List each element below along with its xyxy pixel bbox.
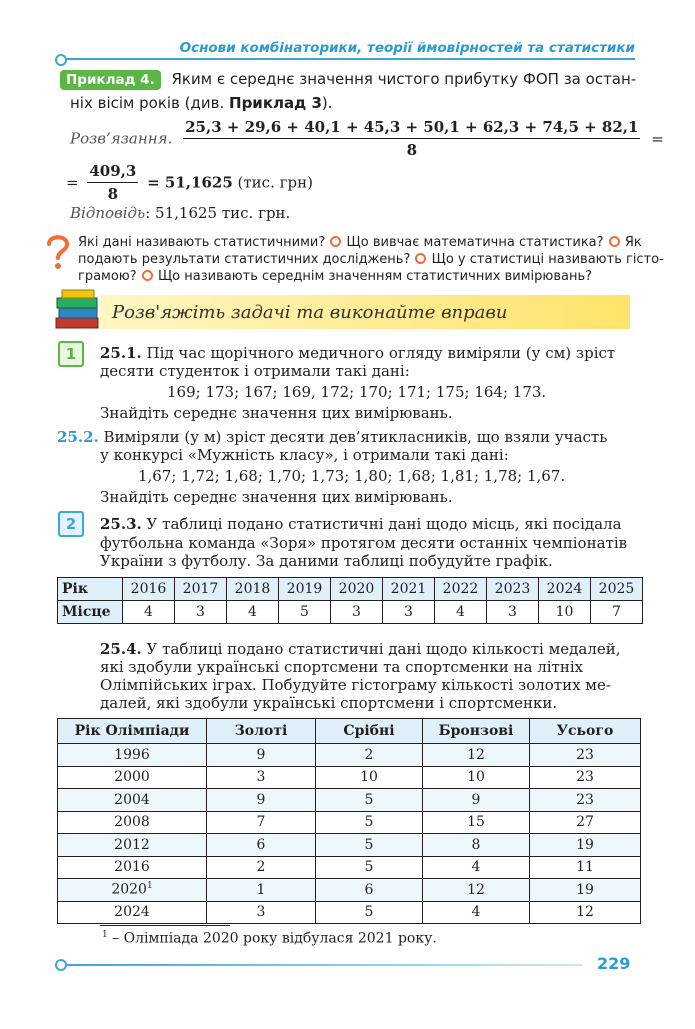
task-25-2-text-3: Знайдіть середнє значення цих вимірювань. [100,488,453,506]
mean-numerator: 25,3 + 29,6 + 40,1 + 45,3 + 50,1 + 62,3 + 74,5 + 82,1 [183,118,640,139]
table-cell: 2024 [58,901,207,924]
task-25-1-data: 169; 173; 167; 169, 172; 170; 171; 175; 164; 173. [167,383,547,401]
table-cell: 10 [423,766,530,789]
task-25-4-text-1: У таблиці подано статистичні дані щодо кількості медалей, [146,640,621,658]
col-header-silver: Срібні [316,719,423,744]
bullet-circle-icon [330,236,341,247]
task-25-4-number: 25.4. [100,640,142,658]
table-cell: 2016 [123,578,175,601]
table-cell: 3 [207,766,316,789]
table-cell: 2025 [591,578,643,601]
footnote-ref: 1 [146,881,153,892]
table-cell: 15 [423,811,530,834]
example-line-1 [60,70,636,88]
table-cell: 19 [530,834,641,857]
table-cell: 10 [316,766,423,789]
result-line [66,162,313,203]
example-text-2a: ніх вісім років (див. [70,94,230,112]
header-rule [60,58,635,60]
row-label-place: Місце [58,601,123,624]
table-cell: 6 [316,879,423,902]
books-icon [54,288,102,332]
table-cell: 3 [207,901,316,924]
task-25-4-text-2: які здобули українські спортсмени та спортсменки на літніх [100,658,584,676]
task-25-1-text-2: десяти студенток і отримали такі дані: [100,362,410,380]
table-cell: 2 [207,856,316,879]
example-line-2 [70,94,333,112]
task-25-1-number: 25.1. [100,344,142,362]
task-25-1-text-1: Під час щорічного медичного огляду виміряли (у см) зріст [146,344,616,362]
mean-denominator: 8 [406,141,417,159]
zorya-places-table [57,577,643,624]
review-questions [78,234,664,285]
table-cell: 4 [423,901,530,924]
olympic-medals-table [57,718,641,924]
table-cell: 2016 [58,856,207,879]
col-header-year: Рік Олімпіади [58,719,207,744]
footer-rule [62,964,582,966]
task-25-4-text-3: Олімпійських іграх. Побудуйте гістограму кількості золотих ме- [100,676,611,694]
solution-label: Розв’язання. [70,129,173,148]
table-cell: 2017 [175,578,227,601]
table-cell: 2008 [58,811,207,834]
answer-text: : 51,1625 тис. грн. [145,204,291,222]
table-cell: 5 [316,901,423,924]
table-cell: 23 [530,744,641,767]
table-row [58,856,641,879]
table-cell: 2021 [383,578,435,601]
result-unit: (тис. грн) [232,173,313,192]
table-cell: 5 [316,834,423,857]
table-cell: 7 [591,601,643,624]
task-25-3-text-1: У таблиці подано статистичні дані щодо місць, які посідала [146,515,622,533]
result-value: = 51,1625 [147,173,233,192]
table-cell: 3 [487,601,539,624]
table-cell: 9 [207,744,316,767]
table-cell: 8 [423,834,530,857]
table-cell: 2019 [279,578,331,601]
table-cell: 6 [207,834,316,857]
bullet-circle-icon [609,236,620,247]
equals-sign: = [651,129,664,148]
table-cell: 23 [530,766,641,789]
table-cell: 9 [207,789,316,812]
table-cell: 2024 [539,578,591,601]
table-cell: 1 [207,879,316,902]
table-row [58,744,641,767]
header-rule-dot [55,54,67,66]
table-cell: 2022 [435,578,487,601]
task-25-2-data: 1,67; 1,72; 1,68; 1,70; 1,73; 1,80; 1,68; 1,81; 1,78; 1,67. [138,467,566,485]
table-cell: 2020 [331,578,383,601]
solution-line [70,118,664,159]
col-header-total: Усього [530,719,641,744]
running-header: Основи комбінаторики, теорії ймовірностей та статистики [179,40,635,56]
table-cell: 5 [316,789,423,812]
sum-fraction [87,162,138,203]
example-text-2c: ). [321,94,333,112]
table-cell: 5 [279,601,331,624]
table-cell: 2023 [487,578,539,601]
example-text-1: Яким є середнє значення чистого прибутку ФОП за остан- [171,70,637,88]
footnote [102,930,437,947]
sum-denominator: 8 [107,185,119,203]
table-row [58,811,641,834]
question-mark-icon [44,232,72,272]
question-4b: грамою? [78,269,137,284]
task-25-3-number: 25.3. [100,515,142,533]
table-cell: 10 [539,601,591,624]
table-cell: 3 [331,601,383,624]
table-cell: 12 [423,744,530,767]
table-row [58,789,641,812]
table-cell: 4 [227,601,279,624]
task-25-1-text-3: Знайдіть середнє значення цих вимірювань. [100,404,453,422]
answer-line [70,204,290,222]
task-25-2-text-1: Виміряли (у м) зріст десяти дев’ятикласників, що взяли участь [103,428,608,446]
table-cell: 27 [530,811,641,834]
table-cell: 12 [530,901,641,924]
task-25-4-text-4: далей, які здобули українські спортсмени і спортсменки. [100,694,558,712]
level-2-icon: 2 [58,511,84,537]
col-header-gold: Золоті [207,719,316,744]
task-25-3-text-2: футбольна команда «Зоря» протягом десяти останніх чемпіонатів [100,534,628,552]
footer-rule-dot [55,959,67,971]
table-row [58,766,641,789]
table-cell: 1996 [58,744,207,767]
equals-sign-2: = [66,173,79,192]
footnote-mark: 1 [102,930,108,940]
question-2: Що вивчає математична статистика? [346,235,604,250]
question-5: Що називають середнім значенням статистичних вимірювань? [157,269,593,284]
table-cell: 12 [423,879,530,902]
table-row [58,834,641,857]
question-1: Які дані називають статистичними? [78,235,326,250]
table-cell: 4 [435,601,487,624]
banner-title: Розв'яжіть задачі та виконайте вправи [112,302,508,323]
level-1-icon: 1 [58,341,84,367]
table-cell: 9 [423,789,530,812]
table-cell: 2000 [58,766,207,789]
table-cell: 3 [175,601,227,624]
sum-numerator: 409,3 [87,162,138,183]
task-25-2-number: 25.2. [57,428,99,446]
footnote-rule [100,925,230,926]
table-cell-2020 [58,879,207,902]
bullet-circle-icon [142,270,153,281]
table-cell: 11 [530,856,641,879]
table-cell: 23 [530,789,641,812]
table-header-row [58,719,641,744]
question-4a: Що у статистиці називають гісто- [431,252,664,267]
table-cell: 7 [207,811,316,834]
table-cell: 4 [123,601,175,624]
footnote-text: – Олімпіада 2020 року відбулася 2021 року. [107,930,437,947]
table-cell: 19 [530,879,641,902]
page-number: 229 [597,954,631,973]
task-25-3-line-1 [100,515,622,533]
year-2020: 2020 [111,882,147,899]
example-ref: Приклад 3 [229,94,322,112]
task-25-1-line-1 [100,344,615,362]
task-25-2-text-2: у конкурсі «Мужність класу», і отримали такі дані: [100,446,509,464]
question-3a: Як [624,235,642,250]
bullet-circle-icon [415,253,426,264]
answer-label: Відповідь [70,204,146,222]
task-25-2-line-1 [57,428,607,446]
table-row [58,879,641,902]
table-cell: 3 [383,601,435,624]
row-label-year: Рік [58,578,123,601]
table-cell: 5 [316,856,423,879]
table-row [58,901,641,924]
table-cell: 2018 [227,578,279,601]
table-row-places [58,601,643,624]
table-cell: 2004 [58,789,207,812]
example-badge: Приклад 4. [60,70,161,90]
task-25-3-text-3: України з футболу. За даними таблиці побудуйте графік. [100,552,553,570]
table-cell: 5 [316,811,423,834]
task-25-4-line-1 [100,640,620,658]
col-header-bronze: Бронзові [423,719,530,744]
table-cell: 2 [316,744,423,767]
question-3b: подають результати статистичних досліджень? [78,252,411,267]
table-cell: 4 [423,856,530,879]
mean-fraction [183,118,640,159]
table-cell: 2012 [58,834,207,857]
table-row-years [58,578,643,601]
